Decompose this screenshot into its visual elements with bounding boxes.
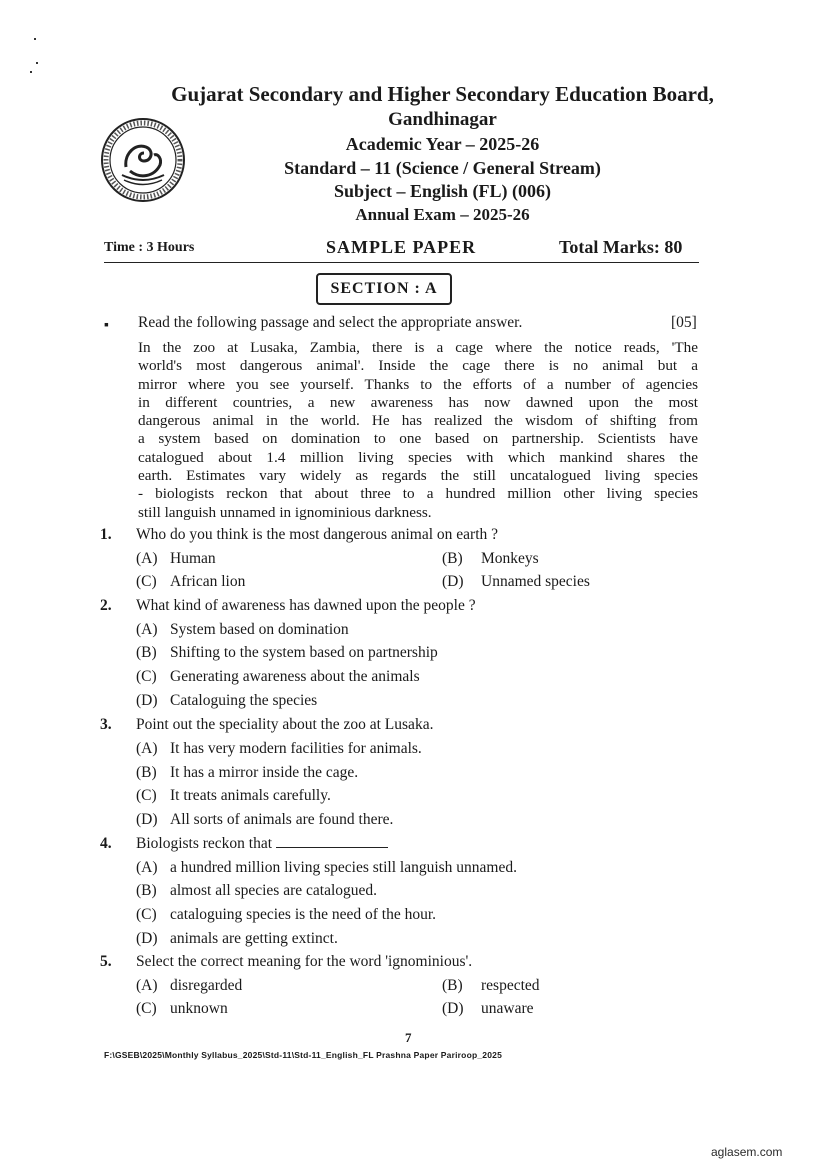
option-text: almost all species are catalogued. [170, 882, 378, 899]
subject: Subject – English (FL) (006) [333, 181, 551, 201]
scan-speck [36, 62, 38, 64]
instruction-marks: [05] [671, 314, 697, 331]
instruction-bullet: ▪ [104, 318, 109, 333]
question-text: Select the correct meaning for the word 'ignominious'. [136, 953, 473, 970]
option-text: It treats animals carefully. [170, 787, 331, 804]
exam-name: Annual Exam – 2025-26 [355, 205, 530, 224]
question-number: 3. [100, 716, 112, 733]
option-text: unaware [481, 1000, 534, 1017]
exam-duration: Time : 3 Hours [104, 240, 195, 255]
option-label: (A) [136, 550, 158, 567]
question-number: 1. [100, 526, 112, 543]
academic-year: Academic Year – 2025-26 [345, 134, 540, 154]
option-text: It has a mirror inside the cage. [170, 764, 359, 781]
option-label: (A) [136, 977, 158, 994]
option-label: (D) [136, 692, 158, 709]
section-heading: SECTION : A [316, 273, 452, 305]
passage-line: earth. Estimates vary widely as regards the still uncatalogued living species [138, 467, 698, 485]
option-text: Monkeys [481, 550, 539, 567]
option-text: Shifting to the system based on partnership [170, 644, 438, 661]
passage-line: mirror where you see yourself. Thanks to the efforts of a number of agencies [138, 375, 698, 393]
option-text: respected [481, 977, 540, 994]
paper-type: SAMPLE PAPER [326, 237, 477, 257]
page-number: 7 [405, 1030, 412, 1045]
file-path: F:\GSEB\2025\Monthly Syllabus_2025\Std-11\Std-11_English_FL Prashna Paper Pariroop_2025 [104, 1050, 502, 1060]
passage-line: a system based on domination to one based on partnership. Scientists have [138, 430, 698, 448]
question-number: 5. [100, 953, 112, 970]
question-number: 4. [100, 835, 112, 852]
option-label: (C) [136, 1000, 157, 1017]
question-text: Point out the speciality about the zoo at Lusaka. [136, 716, 434, 733]
board-logo-icon [100, 117, 186, 203]
option-label: (A) [136, 740, 158, 757]
option-label: (D) [136, 811, 158, 828]
option-text: disregarded [170, 977, 243, 994]
passage-line: - biologists reckon that about three to a hundred million other living species [138, 485, 698, 503]
option-text: System based on domination [170, 621, 349, 638]
total-marks: Total Marks: 80 [559, 237, 683, 257]
answer-blank [276, 835, 388, 848]
reading-passage [138, 339, 698, 522]
option-label: (B) [136, 764, 157, 781]
option-text: a hundred million living species still languish unnamed. [170, 859, 517, 876]
instruction-text: Read the following passage and select the appropriate answer. [138, 314, 523, 331]
option-text: animals are getting extinct. [170, 930, 338, 947]
watermark-link[interactable]: aglasem.com [711, 1145, 783, 1159]
option-text: African lion [170, 573, 246, 590]
option-label: (B) [442, 977, 463, 994]
option-text: Cataloguing the species [170, 692, 318, 709]
option-label: (B) [442, 550, 463, 567]
board-city: Gandhinagar [388, 109, 497, 130]
option-label: (D) [442, 1000, 464, 1017]
passage-line: in different countries, a new awareness has now dawned upon the most [138, 393, 698, 411]
question-stem [136, 835, 388, 853]
option-label: (C) [136, 573, 157, 590]
option-text: Generating awareness about the animals [170, 668, 420, 685]
question-text: Who do you think is the most dangerous animal on earth ? [136, 526, 499, 543]
option-text: It has very modern facilities for animals. [170, 740, 422, 757]
option-label: (C) [136, 787, 157, 804]
option-text: cataloguing species is the need of the hour. [170, 906, 437, 923]
question-text: Biologists reckon that [136, 835, 273, 852]
scan-speck [34, 38, 36, 40]
scan-speck [30, 71, 32, 73]
option-label: (D) [442, 573, 464, 590]
passage-line: still languish unnamed in ignominious darkness. [138, 503, 432, 521]
passage-line: dangerous animal in the world. He has realized the wisdom of shifting from [138, 412, 698, 430]
option-label: (B) [136, 644, 157, 661]
option-text: Unnamed species [481, 573, 590, 590]
option-label: (A) [136, 621, 158, 638]
passage-line: world's most dangerous animal'. Inside the cage there is no animal but a [138, 357, 698, 375]
question-number: 2. [100, 597, 112, 614]
option-text: All sorts of animals are found there. [170, 811, 394, 828]
question-text: What kind of awareness has dawned upon the people ? [136, 597, 476, 614]
option-label: (B) [136, 882, 157, 899]
option-label: (C) [136, 668, 157, 685]
option-label: (C) [136, 906, 157, 923]
standard: Standard – 11 (Science / General Stream) [284, 158, 601, 178]
passage-line: In the zoo at Lusaka, Zambia, there is a cage where the notice reads, 'The [138, 339, 698, 356]
option-label: (D) [136, 930, 158, 947]
option-text: Human [170, 550, 216, 567]
board-name: Gujarat Secondary and Higher Secondary Education Board, [171, 82, 714, 106]
header-divider [104, 262, 699, 263]
option-label: (A) [136, 859, 158, 876]
passage-line: catalogued about 1.4 million living species with which mankind shares the [138, 448, 698, 466]
option-text: unknown [170, 1000, 228, 1017]
